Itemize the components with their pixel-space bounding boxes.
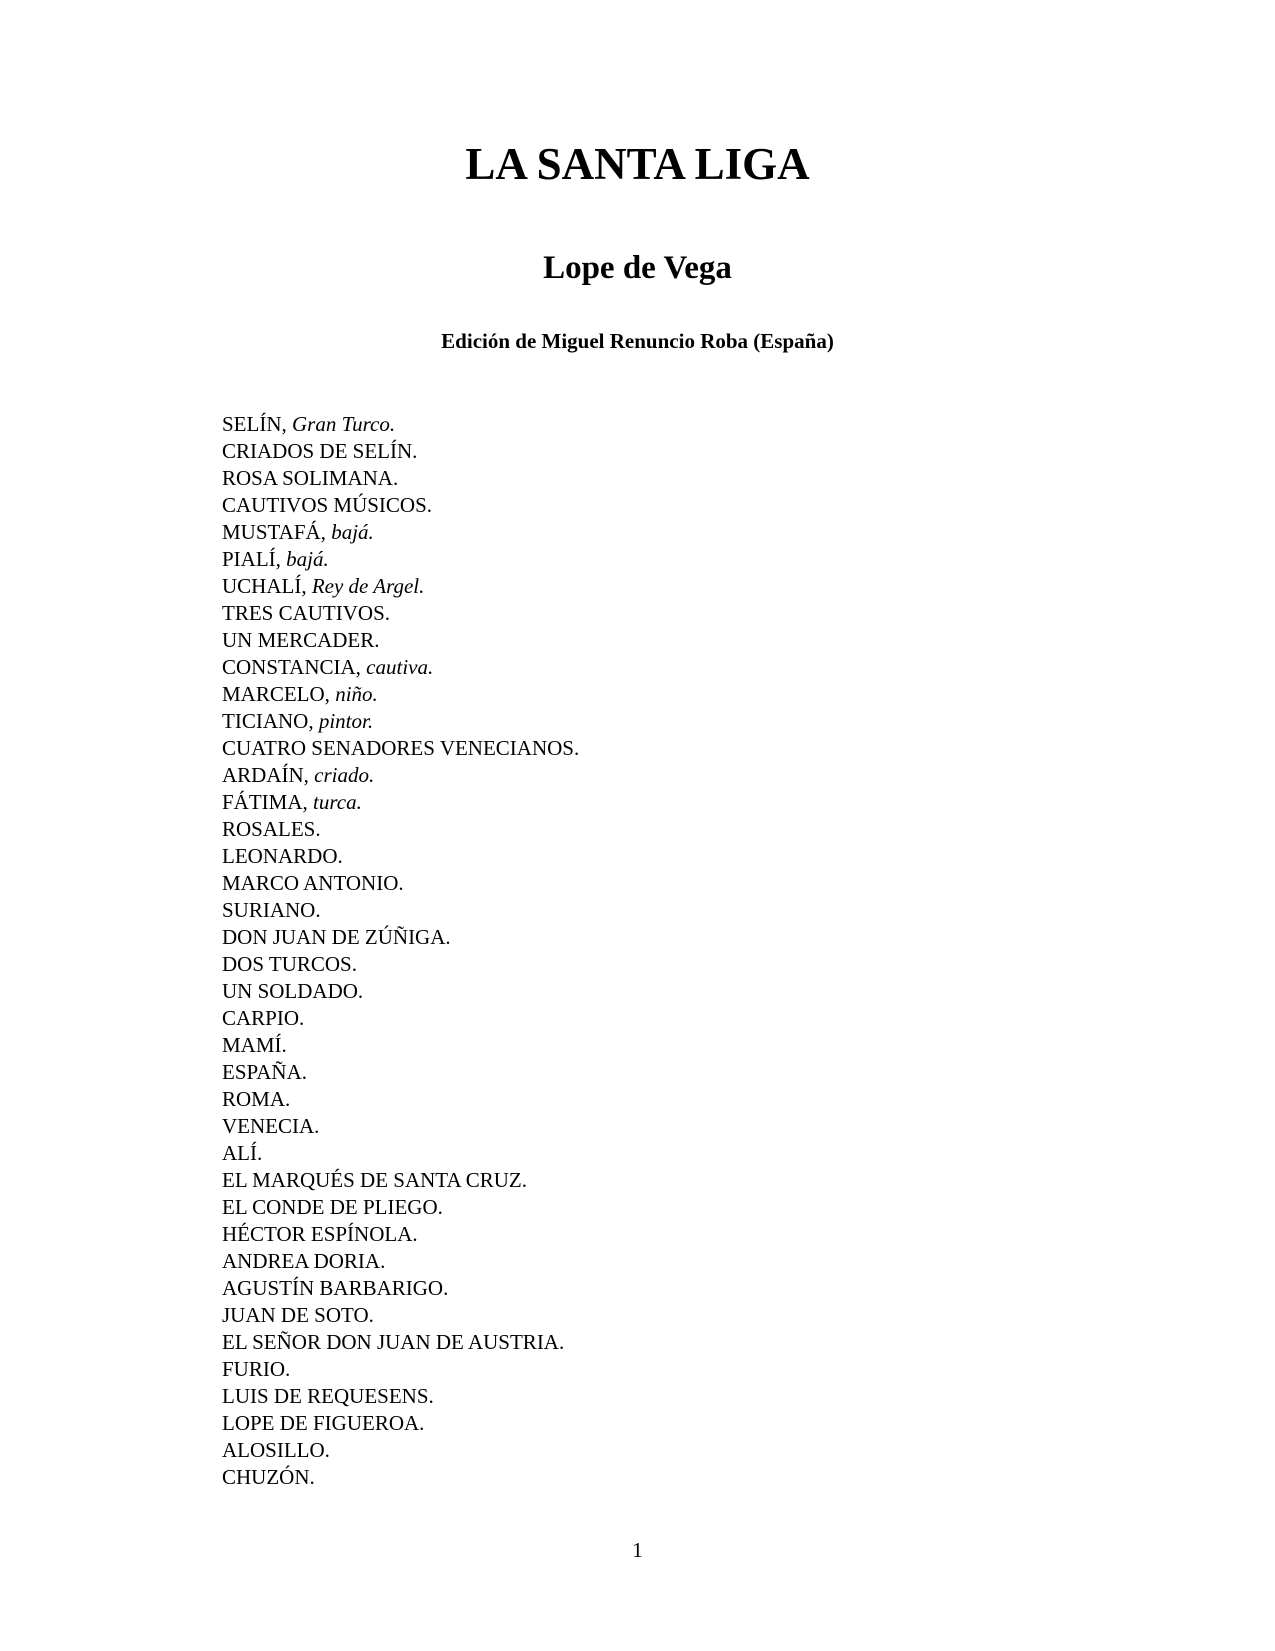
cast-list-item [222,1140,579,1167]
cast-list-item [222,1167,579,1194]
character-name: CHUZÓN. [222,1465,315,1489]
character-role: bajá. [286,547,329,571]
cast-list-item [222,1248,579,1275]
cast-list-item [222,1329,579,1356]
cast-list-item [222,951,579,978]
character-name: CAUTIVOS MÚSICOS. [222,493,433,517]
character-name: FÁTIMA, [222,790,314,814]
author-name: Lope de Vega [543,250,732,286]
character-name: ROSALES. [222,817,321,841]
character-role: cautiva. [366,655,434,679]
character-name: SURIANO. [222,898,321,922]
character-role: Rey de Argel. [311,574,425,598]
character-name: MARCELO, [222,682,336,706]
cast-list-item [222,1356,579,1383]
cast-list-item [222,870,579,897]
character-name: UCHALÍ, [222,574,312,598]
cast-list-item [222,600,579,627]
character-name: CARPIO. [222,1006,305,1030]
character-name: DON JUAN DE ZÚÑIGA. [222,925,451,949]
edition-note: Edición de Miguel Renuncio Roba (España) [441,329,834,353]
character-name: MAMÍ. [222,1033,287,1057]
cast-list-item [222,789,579,816]
cast-list-item [222,492,579,519]
character-name: DOS TURCOS. [222,952,357,976]
cast-list-item [222,1005,579,1032]
character-role: bajá. [331,520,374,544]
cast-list-item [222,681,579,708]
cast-list-item [222,1275,579,1302]
cast-list-item [222,735,579,762]
character-name: EL SEÑOR DON JUAN DE AUSTRIA. [222,1330,565,1354]
cast-list-item [222,843,579,870]
character-name: PIALÍ, [222,547,287,571]
cast-list-item [222,897,579,924]
character-name: UN SOLDADO. [222,979,364,1003]
cast-list-item [222,573,579,600]
cast-list-item [222,816,579,843]
cast-list-item [222,708,579,735]
character-name: HÉCTOR ESPÍNOLA. [222,1222,418,1246]
cast-list-item [222,654,579,681]
character-name: LOPE DE FIGUEROA. [222,1411,425,1435]
cast-list-item [222,465,579,492]
character-name: ESPAÑA. [222,1060,308,1084]
character-name: CONSTANCIA, [222,655,367,679]
character-role: niño. [335,682,378,706]
character-name: LEONARDO. [222,844,343,868]
cast-list-item [222,1302,579,1329]
character-name: EL CONDE DE PLIEGO. [222,1195,443,1219]
character-name: CRIADOS DE SELÍN. [222,439,418,463]
cast-list-item [222,1383,579,1410]
character-name: MARCO ANTONIO. [222,871,404,895]
character-name: ROMA. [222,1087,291,1111]
cast-list-item [222,546,579,573]
cast-list-item [222,1059,579,1086]
cast-list-item [222,411,579,438]
cast-list-item [222,1437,579,1464]
cast-list-item [222,1113,579,1140]
character-name: CUATRO SENADORES VENECIANOS. [222,736,580,760]
cast-list-item [222,1032,579,1059]
cast-list-item [222,1194,579,1221]
cast-list-item [222,1410,579,1437]
cast-list-item [222,519,579,546]
character-name: TRES CAUTIVOS. [222,601,391,625]
character-name: ANDREA DORIA. [222,1249,386,1273]
character-name: ARDAÍN, [222,763,315,787]
cast-list-item [222,1464,579,1491]
character-name: EL MARQUÉS DE SANTA CRUZ. [222,1168,527,1192]
dramatis-personae-list [222,411,579,1491]
cast-list-item [222,762,579,789]
document-title: LA SANTA LIGA [465,139,810,189]
character-name: ROSA SOLIMANA. [222,466,399,490]
cast-list-item [222,924,579,951]
character-name: VENECIA. [222,1114,320,1138]
character-name: ALOSILLO. [222,1438,330,1462]
page-number: 1 [632,1538,643,1562]
cast-list-item [222,627,579,654]
cast-list-item [222,1221,579,1248]
character-name: FURIO. [222,1357,291,1381]
character-name: JUAN DE SOTO. [222,1303,374,1327]
character-name: SELÍN, [222,412,292,436]
cast-list-item [222,1086,579,1113]
character-role: pintor. [318,709,374,733]
character-name: UN MERCADER. [222,628,380,652]
cast-list-item [222,978,579,1005]
character-role: turca. [313,790,362,814]
character-name: ALÍ. [222,1141,263,1165]
character-role: criado. [314,763,375,787]
cast-list-item [222,438,579,465]
character-role: Gran Turco. [292,412,396,436]
character-name: AGUSTÍN BARBARIGO. [222,1276,449,1300]
character-name: LUIS DE REQUESENS. [222,1384,434,1408]
character-name: MUSTAFÁ, [222,520,332,544]
character-name: TICIANO, [222,709,319,733]
